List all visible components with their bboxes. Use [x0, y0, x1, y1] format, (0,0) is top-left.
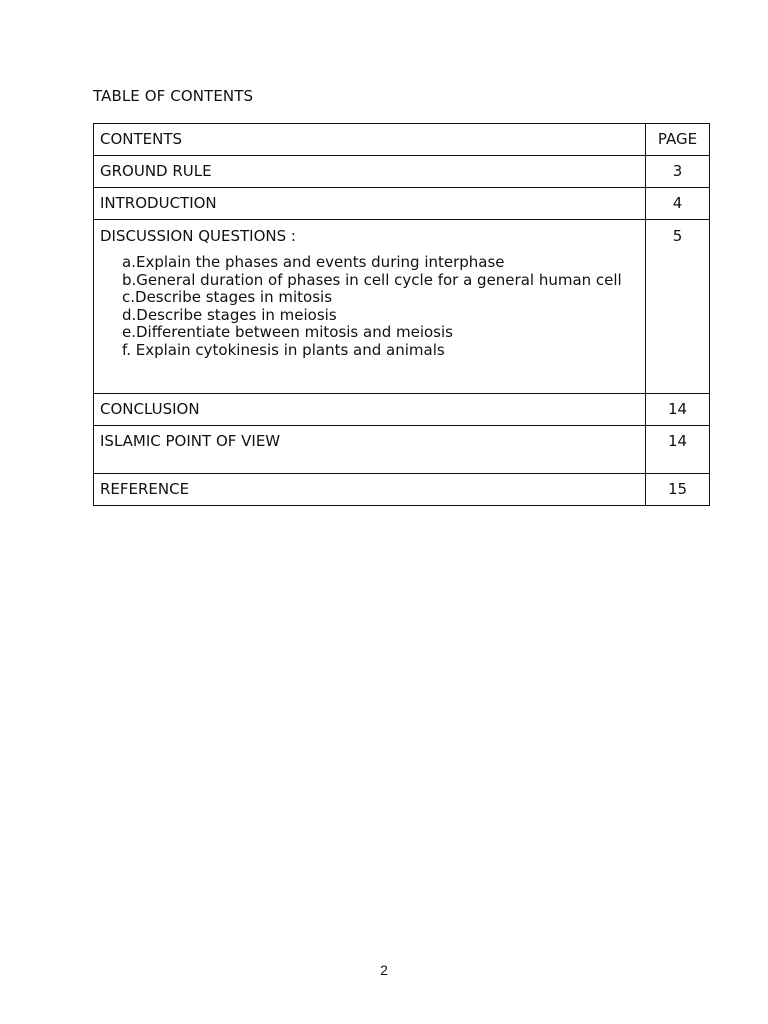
- table-row: [94, 188, 710, 220]
- row-label-islamic-view: ISLAMIC POINT OF VIEW: [94, 426, 646, 474]
- table-row: [94, 426, 710, 474]
- row-page-reference: 15: [646, 474, 710, 506]
- list-item: a.Explain the phases and events during interphase: [122, 253, 505, 271]
- table-row: [94, 474, 710, 506]
- row-page-ground-rule: 3: [646, 156, 710, 188]
- table-row: [94, 156, 710, 188]
- row-label-ground-rule: GROUND RULE: [94, 156, 646, 188]
- row-label-introduction: INTRODUCTION: [94, 188, 646, 220]
- list-item: b.General duration of phases in cell cycle for a general human cell: [122, 270, 622, 289]
- page-title: TABLE OF CONTENTS: [93, 87, 254, 105]
- list-item: c.Describe stages in mitosis: [122, 288, 333, 307]
- table-row: [94, 220, 710, 394]
- row-page-discussion: [646, 220, 710, 394]
- page-number: 2: [380, 962, 388, 978]
- table-of-contents: [93, 123, 710, 506]
- row-label-conclusion: CONCLUSION: [94, 394, 646, 426]
- list-item: f. Explain cytokinesis in plants and animals: [122, 340, 445, 359]
- row-page-introduction: 4: [646, 188, 710, 220]
- row-page-islamic-view: 14: [646, 426, 710, 474]
- table-header-row: [94, 124, 710, 156]
- header-page: PAGE: [646, 124, 710, 156]
- row-page-conclusion: 14: [646, 394, 710, 426]
- header-contents: CONTENTS: [94, 124, 646, 156]
- table-row: [94, 394, 710, 426]
- row-cell-discussion: [94, 220, 646, 394]
- list-item: d.Describe stages in meiosis: [122, 305, 337, 324]
- row-page-discussion-value: 5: [672, 227, 683, 245]
- list-item: e.Differentiate between mitosis and meiosis: [122, 323, 453, 342]
- discussion-question-list: [100, 254, 639, 360]
- row-label-discussion: DISCUSSION QUESTIONS :: [100, 227, 296, 245]
- row-label-reference: REFERENCE: [94, 474, 646, 506]
